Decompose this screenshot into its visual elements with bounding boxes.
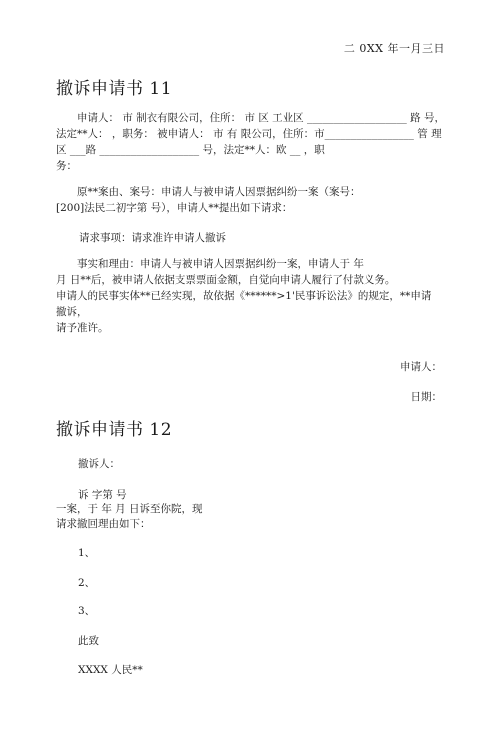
facts-line-2: 月 日**后，被申请人依据支票票面金额，自觉向申请人履行了付款义务。 [56, 274, 396, 286]
applicant-line-1: 申请人： 市 制衣有限公司，住所： 市 区 工业区 ___________________ 路 号， [77, 112, 445, 124]
request-item: 请求事项：请求准许申请人撤诉 [79, 232, 226, 244]
reason-item-1: 1、 [78, 547, 96, 559]
withdrawer-label: 撤诉人： [78, 458, 120, 470]
document-date: 二 0XX 年一月三日 [343, 42, 445, 55]
facts-paragraph [56, 256, 444, 288]
case-description-line-1: 一案，于 年 月 日诉至你院，现 [56, 503, 203, 515]
signature-label: 申请人： [400, 361, 442, 373]
case-description-line-2: 请求撤回理由如下： [56, 518, 151, 530]
applicant-info-paragraph [56, 110, 444, 174]
date-label: 日期： [410, 391, 442, 403]
application-2-title: 撤诉申请书 12 [56, 420, 173, 440]
applicant-line-4: 务： [56, 160, 77, 172]
reason-item-2: 2、 [78, 577, 96, 589]
court-name: XXXX 人民** [78, 664, 143, 676]
facts-line-1: 事实和理由：申请人与被申请人因票据纠纷一案，申请人于 年 [77, 258, 364, 270]
basis-line-1: 申请人的民事实体**已经实现，故依据《******>1'民事诉讼法》的规定，**申请 撤诉， [56, 290, 432, 318]
basis-line-2: 请予准许。 [56, 322, 109, 334]
closing-salutation: 此致 [78, 635, 99, 647]
case-line-2: [200]法民二初字第 号），申请人**提出如下请求： [56, 202, 293, 214]
applicant-line-2: 法定**人： ，职务： 被申请人： 市 有 限公司，住所：市_________________ 管 理 [56, 128, 442, 140]
case-info-paragraph [56, 184, 444, 216]
application-1-title: 撤诉申请书 11 [56, 79, 173, 99]
basis-paragraph [56, 288, 444, 336]
case-line-1: 原**案由、案号：申请人与被申请人因票据纠纷一案（案号： [77, 186, 361, 198]
case-number-line: 诉 字第 号 [78, 489, 127, 501]
applicant-line-3: 区 ___路 ___________________ 号，法定**人：欧 __ ，职 [56, 144, 325, 156]
reason-item-3: 3、 [78, 605, 96, 617]
